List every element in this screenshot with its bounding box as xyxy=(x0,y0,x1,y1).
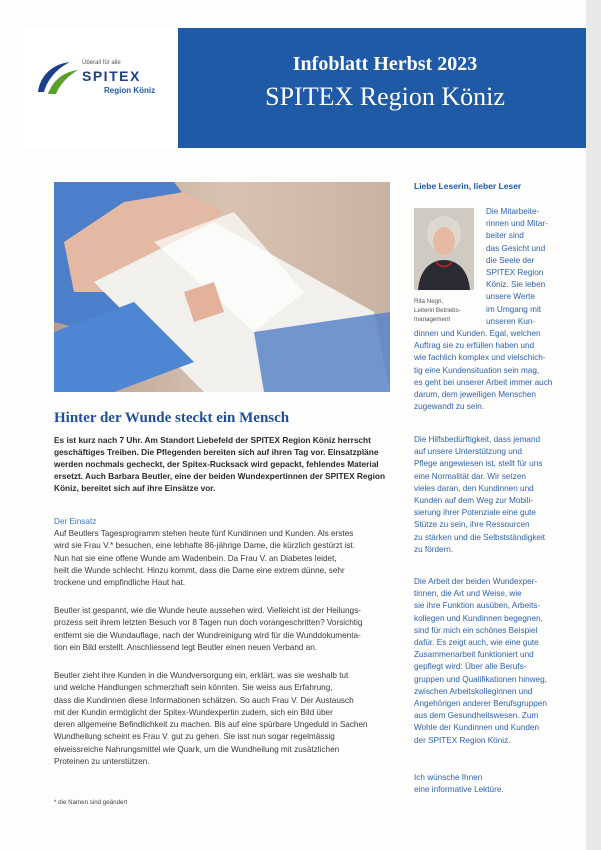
editorial-line: auf unsere Unterstützung und xyxy=(414,447,522,457)
editorial-line: rinnen und Mitar- xyxy=(486,219,548,229)
editorial-line: sierung ihrer Potenziale eine gute xyxy=(414,508,536,518)
editorial-intro-wrap xyxy=(486,206,548,328)
paragraph-line: Auf Beutlers Tagesprogramm stehen heute fünf Kundinnen und Kunden. Als erstes xyxy=(54,529,354,538)
newsletter-title: Infoblatt Herbst 2023 xyxy=(292,53,478,75)
paragraph-line: tion ein Bild erstellt. Anschliessend legt Beutler einen neuen Verband an. xyxy=(54,642,318,652)
editorial-line: zugewandt zu sein. xyxy=(414,402,485,412)
paragraph-line: Proteinen zu unterstützen. xyxy=(54,757,150,767)
editorial-line: es geht bei unserer Arbeit immer auch xyxy=(414,377,553,387)
wound-dressing-photo xyxy=(54,182,390,392)
editorial-line: im Umgang mit xyxy=(486,304,542,314)
editorial-line: SPITEX Region xyxy=(486,268,544,278)
caption-line: Leiterin Betriebs- xyxy=(414,307,461,314)
editorial-line: zwischen Arbeitskolleginnen und xyxy=(414,686,533,696)
editorial-line: tinnen, die Art und Weise, wie xyxy=(414,589,522,599)
paragraph-line: entfernt sie die Wundauflage, nach der Wundreinigung wird für die Wunddokumenta- xyxy=(54,630,361,640)
editorial-line: dafür. Es zeigt auch, wie eine gute xyxy=(414,638,539,648)
editorial-line: dinnen und Kunden. Egal, welchen xyxy=(414,329,541,338)
editorial-paragraph-3 xyxy=(414,576,547,747)
paragraph-line: und welche Handlungen schmerzhaft sein könnten. Sie weiss aus Erfahrung, xyxy=(54,683,333,693)
editorial-line: Ich wünsche Ihnen xyxy=(414,773,483,782)
portrait-photo xyxy=(414,208,474,290)
editorial-line: zu stärken und die Selbstständigkeit xyxy=(414,532,546,542)
paragraph-line: Wundheilung scheint es Frau V. gut zu gehen. Sie isst nun sogar regelmässig xyxy=(54,732,335,742)
paragraph-line: mit der Kundin ermöglicht der Spitex-Wundexpertin zudem, sich ein Bild über xyxy=(54,707,333,717)
editorial-line: gepflegt wird: Über alle Berufs- xyxy=(414,662,527,672)
editorial-line: sind für mich ein schönes Beispiel xyxy=(414,625,538,635)
editorial-line: das Gesicht und xyxy=(486,243,546,253)
editorial-line: der SPITEX Region Köniz. xyxy=(414,735,511,745)
article-paragraph-3 xyxy=(54,670,394,768)
logo-name: SPITEX xyxy=(82,68,141,84)
paragraph-line: eiweissreiche Nahrungsmittel wie Quark, um die Wundheilung mit zusätzlichen xyxy=(54,744,340,754)
portrait-caption xyxy=(414,297,461,324)
editorial-line: darum, dem jeweiligen Menschen xyxy=(414,390,536,400)
paragraph-line: prozess seit ihrem letzten Besuch vor 8 Tagen nun doch vorangeschritten? Vorsichtig xyxy=(54,618,363,628)
editorial-line: Kunden auf dem Weg zur Mobili- xyxy=(414,496,534,506)
editorial-line: unsere Werte xyxy=(486,292,535,302)
paragraph-line: trockene und empfindliche Haut hat. xyxy=(54,578,186,588)
article-paragraph-1 xyxy=(54,528,394,589)
paragraph-line: Beutler zieht ihre Kunden in die Wundversorgung ein, erklärt, was sie weshalb tut xyxy=(54,671,349,680)
paragraph-line: Beutler ist gespannt, wie die Wunde heute aussehen wird. Vielleicht ist der Heilungs- xyxy=(54,606,361,615)
paragraph-line: heilt die Wunde schlecht. Hinzu kommt, dass die Dame eine extrem dünne, sehr xyxy=(54,565,345,575)
editorial-line: unseren Kun- xyxy=(486,316,536,326)
editorial-line: Köniz. Sie leben xyxy=(486,280,546,290)
editorial-line: Pflege angewiesen ist, stellt für uns xyxy=(414,459,543,469)
article-subheading xyxy=(54,516,394,528)
editorial-heading: Liebe Leserin, lieber Leser xyxy=(414,181,522,191)
spitex-logo-icon xyxy=(34,58,80,98)
paragraph-line: dass die Kundinnen diese Informationen schätzen. So auch Frau V. Der Austausch xyxy=(54,695,354,705)
editorial-line: Stütze zu sein, ihre Ressourcen xyxy=(414,520,530,530)
article-lead: Es ist kurz nach 7 Uhr. Am Standort Liebefeld der SPITEX Region Köniz herrscht geschäftiges Treiben. Die Pflegenden bereiten sich auf ihren Tag vor. Einsatzpläne werden nochmals gecheckt, der Spitex-Rucksack wird gepackt, fehlendes Material ersetzt. Auch Barbara Beutler, eine der beiden Wundexpertinnen der SPITEX Region Köniz, bereitet sich auf ihre Einsätze vor. xyxy=(54,435,386,493)
editorial-line: eine informative Lektüre. xyxy=(414,785,504,795)
editorial-line: gruppen und Qualifikationen hinweg, xyxy=(414,674,547,684)
editorial-line: Wohle der Kundinnen und Kunden xyxy=(414,723,540,733)
article-title: Hinter der Wunde steckt ein Mensch xyxy=(54,410,290,426)
newsletter-subtitle: SPITEX Region Köniz xyxy=(265,82,505,111)
editorial-line: aus dem Gesundheitswesen. Zum xyxy=(414,711,539,721)
caption-line: management xyxy=(414,316,451,323)
editorial-line: zu fördern. xyxy=(414,544,454,554)
editorial-line: Angehörigen anderer Berufsgruppen xyxy=(414,699,547,709)
logo-tagline: Überall für alle xyxy=(82,60,121,66)
editorial-line: vieles daran, den Kundinnen und xyxy=(414,483,534,493)
editorial-line: Die Mitarbeite- xyxy=(486,207,540,216)
logo-region: Region Köniz xyxy=(104,86,156,95)
editorial-paragraph-2 xyxy=(414,434,545,556)
editorial-line: eine Normalität dar. Wir setzen xyxy=(414,471,526,481)
editorial-line: Auftrag sie zu erfüllen haben und xyxy=(414,341,535,351)
editorial-line: sie ihre Funktion ausüben, Arbeits- xyxy=(414,601,541,611)
editorial-line: Die Arbeit der beiden Wundexper- xyxy=(414,577,538,586)
paragraph-line: deren allgemeine Befindlichkeit zu machen. Bis auf eine spürbare Ungeduld in Sachen xyxy=(54,720,368,730)
scan-edge xyxy=(586,0,601,850)
editorial-closing xyxy=(414,772,504,796)
subheading-text: Der Einsatz xyxy=(54,517,97,526)
editorial-line: beiter sind xyxy=(486,231,524,241)
caption-line: Rita Negri, xyxy=(414,298,444,305)
editorial-line: Zusammenarbeit funktioniert und xyxy=(414,650,534,660)
paragraph-line: Nun hat sie eine offene Wunde am Wadenbein. Da Frau V. an Diabetes leidet, xyxy=(54,553,337,563)
editorial-line: die Seele der xyxy=(486,255,535,265)
editorial-intro-full xyxy=(414,328,552,413)
editorial-line: tig eine Kundensituation sein mag, xyxy=(414,365,540,375)
editorial-line: Die Hilfsbedürftigkeit, dass jemand xyxy=(414,435,541,444)
editorial-line: kollegen und Kundinnen begegnen, xyxy=(414,613,543,623)
article-paragraph-2 xyxy=(54,605,394,654)
editorial-line: wie fachlich komplex und vielschich- xyxy=(414,353,546,363)
paragraph-line: wird sie Frau V.* besuchen, eine lebhafte 86-jährige Dame, die kürzlich gestürzt ist. xyxy=(54,541,355,551)
footnote: * die Namen sind geändert xyxy=(54,799,128,806)
